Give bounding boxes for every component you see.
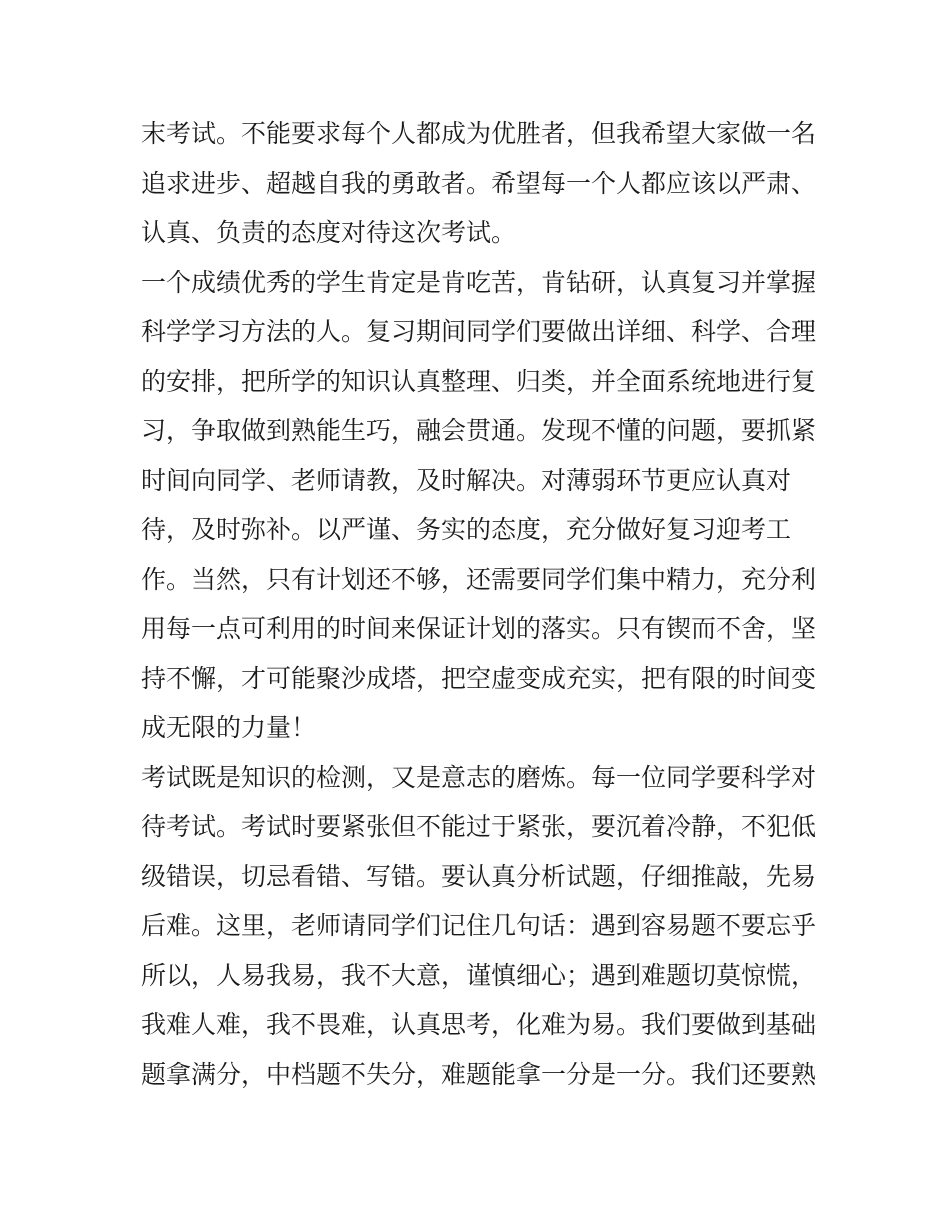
text-line: 一个成绩优秀的学生肯定是肯吃苦，肯钻研，认真复习并掌握 bbox=[141, 267, 817, 297]
text-line: 用每一点可利用的时间来保证计划的落实。只有锲而不舍，坚 bbox=[141, 614, 817, 643]
text-line: 我难人难，我不畏难，认真思考，化难为易。我们要做到基础 bbox=[141, 1010, 817, 1039]
text-line: 追求进步、超越自我的勇敢者。希望每一个人都应该以严肃、 bbox=[141, 168, 817, 198]
text-line: 题拿满分，中档题不失分，难题能拿一分是一分。我们还要熟 bbox=[141, 1059, 817, 1089]
text-line: 所以，人易我易，我不大意，谨慎细心；遇到难题切莫惊慌， bbox=[141, 960, 817, 990]
text-line: 末考试。不能要求每个人都成为优胜者，但我希望大家做一名 bbox=[141, 119, 817, 148]
text-line: 作。当然，只有计划还不够，还需要同学们集中精力，充分利 bbox=[141, 564, 817, 594]
body-text bbox=[141, 109, 821, 1099]
text-line: 后难。这里，老师请同学们记住几句话：遇到容易题不要忘乎 bbox=[141, 911, 817, 940]
text-line: 的安排，把所学的知识认真整理、归类，并全面系统地进行复 bbox=[141, 366, 817, 396]
text-line: 待，及时弥补。以严谨、务实的态度，充分做好复习迎考工 bbox=[141, 515, 792, 544]
text-line: 认真、负责的态度对待这次考试。 bbox=[141, 218, 517, 247]
text-line: 级错误，切忌看错、写错。要认真分析试题，仔细推敲，先易 bbox=[141, 861, 817, 891]
text-line: 习，争取做到熟能生巧，融会贯通。发现不懂的问题，要抓紧 bbox=[141, 416, 817, 445]
text-line: 成无限的力量！ bbox=[141, 713, 317, 742]
text-line: 时间向同学、老师请教，及时解决。对薄弱环节更应认真对 bbox=[141, 465, 792, 495]
text-line: 持不懈，才可能聚沙成塔，把空虚变成充实，把有限的时间变 bbox=[141, 663, 817, 693]
text-line: 考试既是知识的检测，又是意志的磨炼。每一位同学要科学对 bbox=[141, 762, 817, 792]
text-line: 科学学习方法的人。复习期间同学们要做出详细、科学、合理 bbox=[141, 317, 817, 346]
text-line: 待考试。考试时要紧张但不能过于紧张，要沉着冷静，不犯低 bbox=[141, 812, 817, 841]
